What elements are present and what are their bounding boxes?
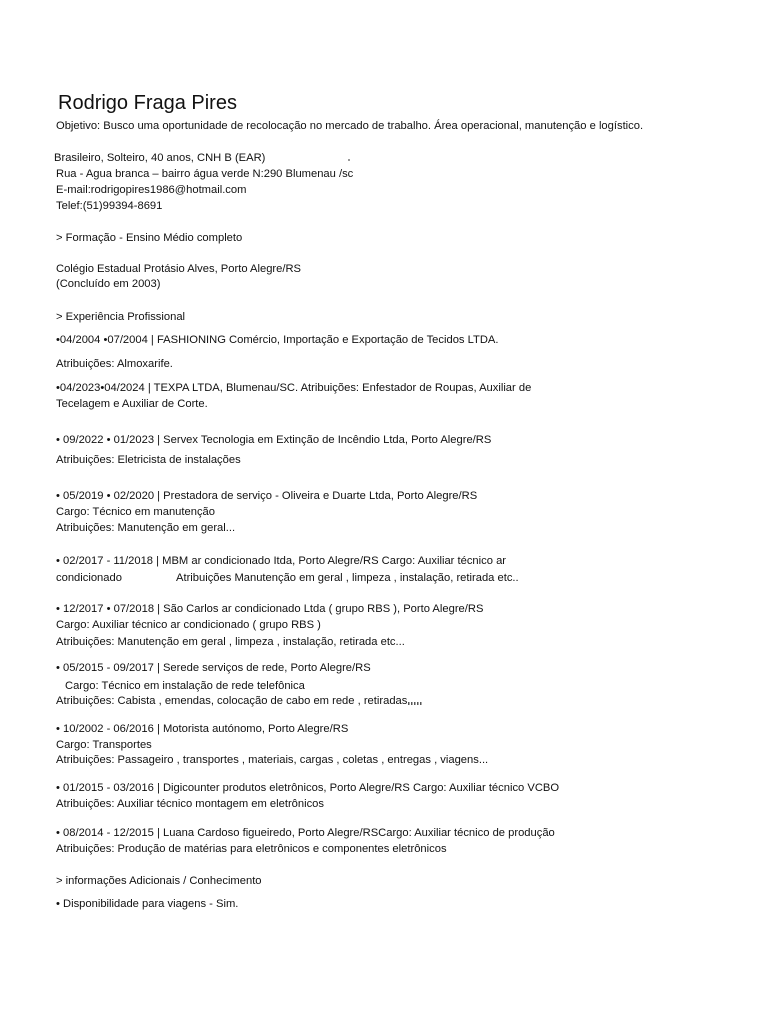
job-line: • 09/2022 • 01/2023 | Servex Tecnologia em Extinção de Incêndio Ltda, Porto Alegre/RS (56, 434, 492, 446)
job-line: Cargo: Auxiliar técnico ar condicionado ( grupo RBS ) (56, 619, 321, 631)
address-text: Rua - Agua branca – bairro água verde N:290 Blumenau /sc (56, 168, 354, 180)
job-line: Atribuições: Eletricista de instalações (56, 454, 241, 466)
additional-heading: > informações Adicionais / Conhecimento (56, 875, 262, 887)
education-heading: > Formação - Ensino Médio completo (56, 232, 243, 244)
job-line: • 05/2015 - 09/2017 | Serede serviços de rede, Porto Alegre/RS (56, 662, 371, 674)
job-line: condicionado (56, 572, 122, 584)
candidate-name: Rodrigo Fraga Pires (58, 92, 237, 114)
education-school: Colégio Estadual Protásio Alves, Porto Alegre/RS (56, 263, 302, 275)
smudge-mark (408, 702, 422, 705)
personal-status: Brasileiro, Solteiro, 40 anos, CNH B (EAR) (54, 152, 266, 164)
job-line: Atribuições Manutenção em geral , limpeza , instalação, retirada etc.. (176, 572, 519, 584)
job-line: • 05/2019 • 02/2020 | Prestadora de serviço - Oliveira e Duarte Ltda, Porto Alegre/RS (56, 490, 478, 502)
job-line: Cargo: Técnico em manutenção (56, 506, 215, 518)
job-line: • 01/2015 - 03/2016 | Digicounter produtos eletrônicos, Porto Alegre/RS Cargo: Auxiliar técnico VCBO (56, 782, 560, 794)
job-line: Atribuições: Auxiliar técnico montagem em eletrônicos (56, 798, 325, 810)
job-line: • 12/2017 • 07/2018 | São Carlos ar condicionado Ltda ( grupo RBS ), Porto Alegre/RS (56, 603, 484, 615)
job-line: Atribuições: Passageiro , transportes , materiais, cargas , coletas , entregas , viagens... (56, 754, 489, 766)
job-line: •04/2023•04/2024 | TEXPA LTDA, Blumenau/SC. Atribuições: Enfestador de Roupas, Auxiliar de (56, 382, 532, 394)
job-line: •04/2004 •07/2004 | FASHIONING Comércio, Importação e Exportação de Tecidos LTDA. (56, 334, 499, 346)
email-text: E-mail:rodrigopires1986@hotmail.com (56, 184, 247, 196)
objective-text: Objetivo: Busco uma oportunidade de recolocação no mercado de trabalho. Área operacional, manutenção e logístico. (56, 120, 644, 132)
phone-text: Telef:(51)99394-8691 (56, 200, 163, 212)
job-line: Atribuições: Produção de matérias para eletrônicos e componentes eletrônicos (56, 843, 447, 855)
job-line: • 08/2014 - 12/2015 | Luana Cardoso figueiredo, Porto Alegre/RSCargo: Auxiliar técnico de produção (56, 827, 555, 839)
job-line: • 10/2002 - 06/2016 | Motorista autónomo, Porto Alegre/RS (56, 723, 349, 735)
job-line-text: Atribuições: Cabista , emendas, colocação de cabo em rede , retiradas (56, 695, 408, 707)
job-line: Cargo: Técnico em instalação de rede telefônica (65, 680, 305, 692)
education-completed: (Concluído em 2003) (56, 278, 161, 290)
additional-item: • Disponibilidade para viagens - Sim. (56, 898, 239, 910)
job-line: Atribuições: Almoxarife. (56, 358, 173, 370)
stray-mark (348, 159, 350, 161)
job-line: • 02/2017 - 11/2018 | MBM ar condicionado Itda, Porto Alegre/RS Cargo: Auxiliar técnico ar (56, 555, 507, 567)
job-line (56, 694, 422, 708)
experience-heading: > Experiência Profissional (56, 311, 186, 323)
job-line: Atribuições: Manutenção em geral , limpeza , instalação, retirada etc... (56, 636, 405, 648)
job-line: Cargo: Transportes (56, 739, 152, 751)
job-line: Tecelagem e Auxiliar de Corte. (56, 398, 208, 410)
job-line: Atribuições: Manutenção em geral... (56, 522, 236, 534)
